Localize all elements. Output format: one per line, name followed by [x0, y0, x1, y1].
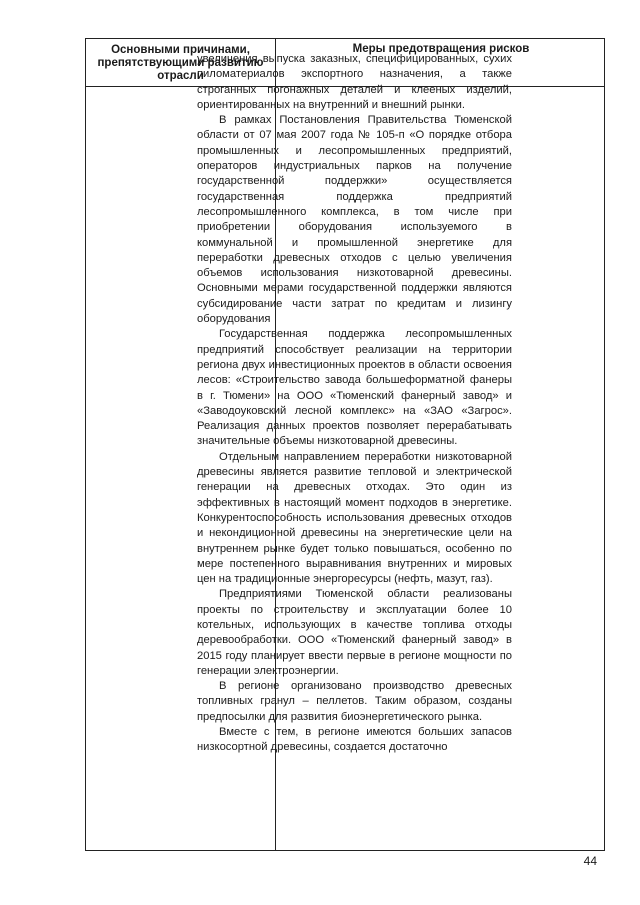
paragraph-6: В регионе организовано производство древесных топливных гранул – пеллетов. Таким образом, созданы предпосылки для развития биоэнергетического рынка. — [197, 680, 512, 723]
header-cell-reasons: Основными причинами, препятствующими развитию отрасли — [97, 43, 264, 82]
header-cell-measures: Меры предотвращения рисков — [352, 43, 530, 55]
paragraph-7: Вместе с тем, в регионе имеются больших запасов низкосортной древесины, создается достаточно — [197, 726, 512, 754]
paragraph-2: В рамках Постановления Правительства Тюменской области от 07 мая 2007 года № 105-п «О порядке отбора промышленных и лесопромышленных предприятий, операторов индустриальных парков на получение государственной поддержки» осуществляется государственная поддержка предприятий лесопромышленного комплекса, в том числе при приобретении оборудования используемого в коммунальной и промышленной энергетике для переработки древесных отходов с целью увеличения объемов использования низкотоварной древесины. Основными мерами государственной поддержки являются субсидирование части затрат по кредитам и лизингу оборудования — [197, 114, 512, 326]
paragraph-3: Государственная поддержка лесопромышленных предприятий способствует реализации на территории региона двух инвестиционных проектов в области освоения лесов: «Строительство завода большеформатной фанеры в г. Тюмени» на ООО «Тюменский фанерный завод» и «Заводоуковский лесной комплекс» на «ЗАО «Загрос». Реализация данных проектов позволяет перерабатывать значительные объемы низкотоварной древесины. — [197, 328, 512, 448]
paragraph-4: Отдельным направлением переработки низкотоварной древесины является развитие тепловой и электрической генерации на древесных отходах. Это один из эффективных в настоящий момент подходов в энергетике. Конкурентоспособность использования древесных отходов и некондиционной древесины на энергетические цели на внутреннем рынке будет только повышаться, особенно по мере постепенного выравнивания внутренних и мировых цен на традиционные энергоресурсы (нефть, мазут, газ). — [197, 450, 512, 586]
paragraph-1: увеличения выпуска заказных, специфицированных, сухих пиломатериалов экспортного назначения, а также строганных погонажных деталей и клееных изделий, ориентированных на внутренний и внешний рынки. — [197, 53, 512, 111]
page-number: 44 — [583, 854, 597, 868]
measures-cell-text — [197, 52, 512, 850]
paragraph-5: Предприятиями Тюменской области реализованы проекты по строительству и эксплуатации более 10 котельных, использующих в качестве топлива отходы деревообработки. ООО «Тюменский фанерный завод» в 2015 году планирует ввести первые в регионе мощности по генерации электроэнергии. — [197, 588, 512, 677]
